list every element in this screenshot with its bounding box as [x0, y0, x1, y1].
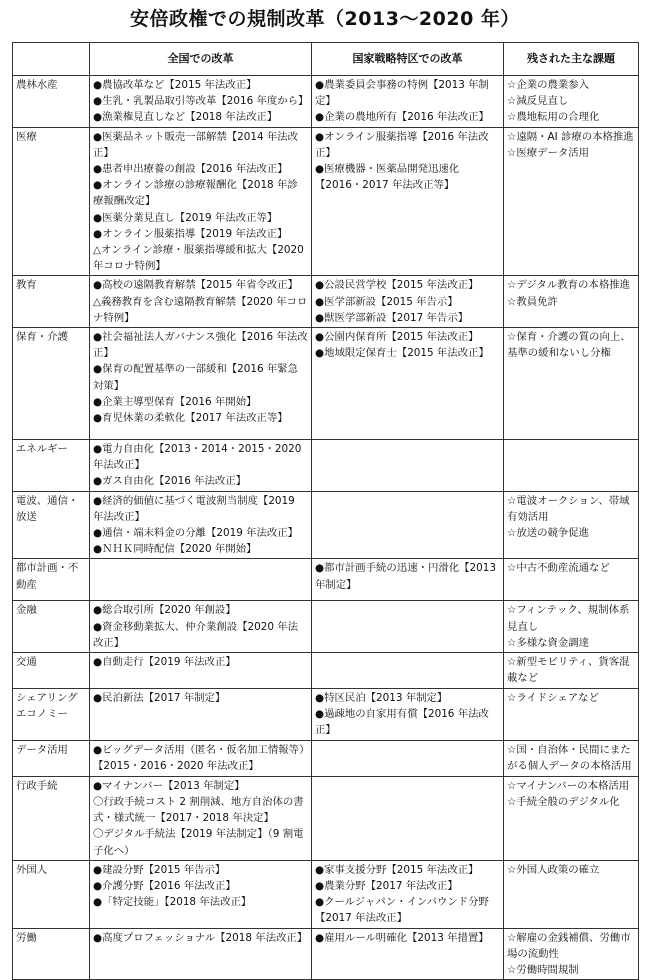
zone-item: ●オンライン服薬指導【2016 年法改正】 — [315, 130, 489, 159]
zone-cell — [312, 928, 504, 980]
table-row — [13, 328, 639, 440]
national-cell — [90, 328, 312, 440]
table-row — [13, 127, 639, 276]
zone-cell — [312, 491, 504, 559]
zone-cell — [312, 689, 504, 741]
reform-table — [12, 42, 639, 980]
national-item: ●オンライン服薬指導【2019 年法改正】 — [93, 227, 288, 240]
national-item: ●電力自由化【2013・2014・2015・2020 年法改正】 — [93, 443, 302, 472]
zone-item: ●家事支援分野【2015 年法改正】 — [315, 863, 479, 876]
table-row — [13, 601, 639, 653]
zone-cell — [312, 127, 504, 276]
national-cell — [90, 860, 312, 928]
zone-cell — [312, 860, 504, 928]
field-cell: 教育 — [13, 276, 90, 328]
issues-cell — [504, 76, 639, 128]
issues-item: ☆労働時間規制 — [507, 963, 579, 976]
zone-item: ●過疎地の自家用有償【2016 年法改正】 — [315, 708, 489, 737]
issues-item: ☆減反見直し — [507, 95, 569, 108]
table-row — [13, 276, 639, 328]
zone-item: ●農業委員会事務の特例【2013 年制定】 — [315, 79, 489, 108]
national-item: ●ＮＨＫ同時配信【2020 年開始】 — [93, 543, 257, 556]
field-cell: 労働 — [13, 928, 90, 980]
issues-cell — [504, 776, 639, 860]
header-national-reform: 全国での改革 — [90, 43, 312, 76]
table-row — [13, 740, 639, 776]
issues-cell — [504, 928, 639, 980]
zone-cell — [312, 76, 504, 128]
national-item: ●農協改革など【2015 年法改正】 — [93, 79, 257, 91]
issues-cell — [504, 689, 639, 741]
national-cell — [90, 276, 312, 328]
header-field — [13, 43, 90, 76]
national-item: ●高校の遠隔教育解禁【2015 年省令改正】 — [93, 279, 299, 292]
table-row — [13, 491, 639, 559]
zone-item: ●特区民泊【2013 年制定】 — [315, 692, 448, 705]
header-special-zone-reform: 国家戦略特区での改革 — [312, 43, 504, 76]
national-item: ●ガス自由化【2016 年法改正】 — [93, 475, 247, 488]
national-cell — [90, 491, 312, 559]
zone-item: ●雇用ルール明確化【2013 年措置】 — [315, 931, 489, 944]
issues-item: ☆解雇の金銭補償、労働市場の流動性 — [507, 931, 631, 960]
field-cell: データ活用 — [13, 740, 90, 776]
zone-cell — [312, 440, 504, 492]
issues-cell — [504, 559, 639, 601]
national-item: ●自動走行【2019 年法改正】 — [93, 656, 236, 669]
national-item: ●保育の配置基準の一部緩和【2016 年緊急対策】 — [93, 363, 299, 392]
national-item: ●生乳・乳製品取引等改革【2016 年度から】 — [93, 95, 309, 108]
zone-item: ●獣医学部新設【2017 年告示】 — [315, 311, 469, 324]
issues-cell — [504, 328, 639, 440]
table-row — [13, 860, 639, 928]
national-item: ●漁業権見直しなど【2018 年法改正】 — [93, 111, 278, 124]
issues-item: ☆中古不動産流通など — [507, 562, 610, 575]
zone-item: ●企業の農地所有【2016 年法改正】 — [315, 111, 489, 124]
table-row — [13, 776, 639, 860]
national-cell — [90, 740, 312, 776]
field-cell: 農林水産 — [13, 76, 90, 128]
field-cell: シェアリングエコノミー — [13, 689, 90, 741]
national-item: 〇デジタル手続法【2019 年法制定】（9 割電子化へ） — [93, 828, 304, 857]
issues-cell — [504, 740, 639, 776]
field-cell: 金融 — [13, 601, 90, 653]
national-cell — [90, 127, 312, 276]
field-cell: 行政手続 — [13, 776, 90, 860]
national-item: ●企業主導型保育【2016 年開始】 — [93, 395, 257, 408]
national-item: ●ビッグデータ活用（匿名・仮名加工情報等）【2015・2016・2020 年法改正】 — [93, 743, 305, 772]
zone-cell — [312, 776, 504, 860]
national-item: △オンライン診療・服薬指導緩和拡大【2020 年コロナ特例】 — [93, 244, 304, 273]
issues-item: ☆外国人政策の確立 — [507, 863, 600, 876]
field-cell: エネルギー — [13, 440, 90, 492]
issues-cell — [504, 601, 639, 653]
table-row — [13, 559, 639, 601]
issues-item: ☆ライドシェアなど — [507, 692, 599, 705]
issues-cell — [504, 653, 639, 689]
national-item: ●育児休業の柔軟化【2017 年法改正等】 — [93, 412, 288, 425]
zone-item: ●クールジャパン・インバウンド分野【2017 年法改正】 — [315, 896, 489, 925]
issues-cell — [504, 860, 639, 928]
national-item: ●経済的価値に基づく電波割当制度【2019 年法改正】 — [93, 494, 295, 523]
zone-cell — [312, 276, 504, 328]
issues-item: ☆教員免許 — [507, 295, 558, 308]
issues-item: ☆フィンテック、規制体系見直し — [507, 604, 630, 633]
issues-item: ☆医療データ活用 — [507, 146, 590, 159]
national-item: ●社会福祉法人ガバナンス強化【2016 年法改正】 — [93, 331, 308, 360]
field-cell: 都市計画・不動産 — [13, 559, 90, 601]
national-cell — [90, 653, 312, 689]
national-item: △義務教育を含む遠隔教育解禁【2020 年コロナ特例】 — [93, 295, 308, 324]
issues-item: ☆手続全般のデジタル化 — [507, 795, 620, 808]
table-row — [13, 928, 639, 980]
issues-item: ☆国・自治体・民間にまたがる個人データの本格活用 — [507, 743, 632, 772]
zone-cell — [312, 601, 504, 653]
field-cell: 医療 — [13, 127, 90, 276]
issues-item: ☆電波オークション、帯域有効活用 — [507, 494, 630, 523]
national-cell — [90, 559, 312, 601]
zone-cell — [312, 653, 504, 689]
national-cell — [90, 928, 312, 980]
header-remaining-issues: 残された主な課題 — [504, 43, 639, 76]
zone-cell — [312, 328, 504, 440]
issues-item: ☆企業の農業参入 — [507, 79, 590, 91]
table-header-row — [13, 43, 639, 76]
issues-item: ☆マイナンバーの本格活用 — [507, 779, 630, 792]
national-item: ●マイナンバー【2013 年制定】 — [93, 779, 245, 792]
zone-cell — [312, 740, 504, 776]
national-cell — [90, 601, 312, 653]
national-cell — [90, 76, 312, 128]
field-cell: 保育・介護 — [13, 328, 90, 440]
issues-cell — [504, 276, 639, 328]
zone-item: ●医療機器・医薬品開発迅速化【2016・2017 年法改正等】 — [315, 163, 460, 192]
table-row — [13, 440, 639, 492]
issues-item: ☆多様な資金調達 — [507, 636, 590, 649]
issues-cell — [504, 440, 639, 492]
field-cell: 外国人 — [13, 860, 90, 928]
zone-cell — [312, 559, 504, 601]
zone-item: ●都市計画手続の迅速・円滑化【2013 年制定】 — [315, 562, 496, 591]
issues-item: ☆デジタル教育の本格推進 — [507, 279, 630, 292]
zone-item: ●農業分野【2017 年法改正】 — [315, 879, 458, 892]
zone-item: ●医学部新設【2015 年告示】 — [315, 295, 458, 308]
issues-item: ☆遠隔・AI 診療の本格推進 — [507, 130, 634, 143]
national-item: ●医薬品ネット販売一部解禁【2014 年法改正】 — [93, 130, 299, 159]
national-item: ●患者申出療養の創設【2016 年法改正】 — [93, 163, 288, 176]
field-cell: 電波、通信・放送 — [13, 491, 90, 559]
table-row — [13, 76, 639, 128]
zone-item: ●公設民営学校【2015 年法改正】 — [315, 279, 479, 292]
national-item: ●高度プロフェッショナル【2018 年法改正】 — [93, 931, 308, 944]
national-item: ●医薬分業見直し【2019 年法改正等】 — [93, 211, 278, 224]
national-item: ●総合取引所【2020 年創設】 — [93, 604, 236, 617]
zone-item: ●公園内保育所【2015 年法改正】 — [315, 331, 479, 344]
field-cell: 交通 — [13, 653, 90, 689]
national-item: ●通信・端末料金の分離【2019 年法改正】 — [93, 527, 299, 540]
issues-item: ☆保育・介護の質の向上、基準の緩和ないし分権 — [507, 331, 631, 360]
issues-item: ☆新型モビリティ、貨客混載など — [507, 656, 630, 685]
national-item: ●オンライン診療の診療報酬化【2018 年診療報酬改定】 — [93, 179, 298, 208]
issues-cell — [504, 127, 639, 276]
national-item: ●「特定技能」【2018 年法改正】 — [93, 896, 252, 909]
national-item: ●民泊新法【2017 年制定】 — [93, 692, 226, 705]
issues-cell — [504, 491, 639, 559]
national-item: ●資金移動業拡大、仲介業創設【2020 年法改正】 — [93, 620, 299, 649]
table-row — [13, 653, 639, 689]
national-cell — [90, 440, 312, 492]
page-title: 安倍政権での規制改革（2013〜2020 年） — [130, 8, 520, 30]
national-cell — [90, 689, 312, 741]
table-row — [13, 689, 639, 741]
national-cell — [90, 776, 312, 860]
national-item: ●建設分野【2015 年告示】 — [93, 863, 226, 876]
zone-item: ●地域限定保育士【2015 年法改正】 — [315, 347, 489, 360]
national-item: 〇行政手続コスト 2 割削減、地方自治体の書式・様式統一【2017・2018 年決定】 — [93, 795, 304, 825]
issues-item: ☆放送の競争促進 — [507, 527, 590, 540]
national-item: ●介護分野【2016 年法改正】 — [93, 879, 236, 892]
issues-item: ☆農地転用の合理化 — [507, 111, 600, 124]
